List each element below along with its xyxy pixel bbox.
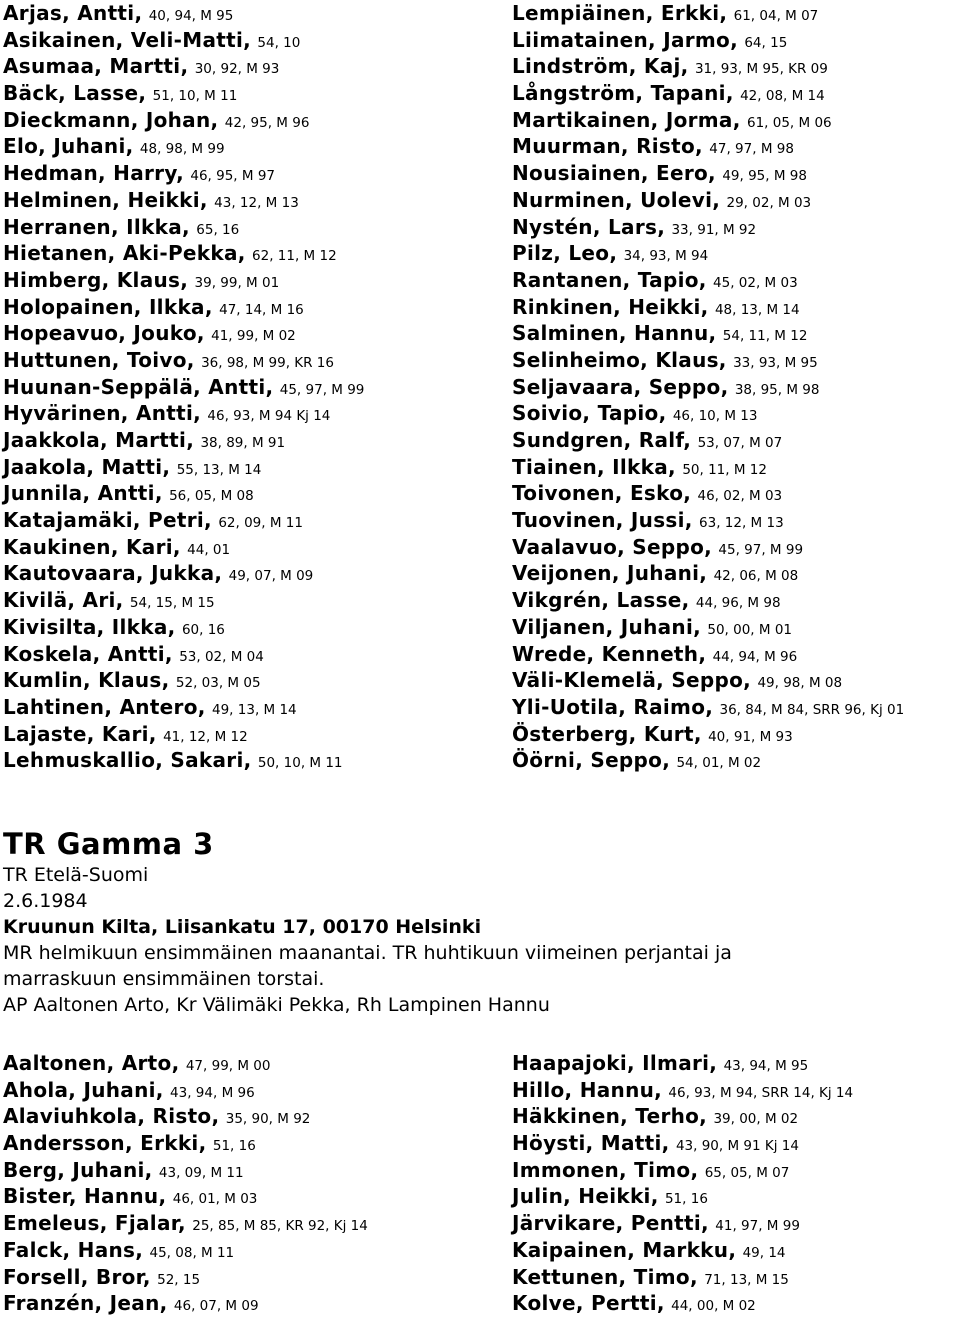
member-entry bbox=[512, 0, 960, 27]
member-name: Pilz, Leo, bbox=[512, 241, 618, 266]
member-details: 47, 97, M 98 bbox=[709, 141, 794, 158]
member-entry bbox=[512, 1290, 960, 1317]
member-details: 39, 00, M 02 bbox=[713, 1111, 799, 1128]
member-entry bbox=[3, 0, 512, 27]
member-name: Haapajoki, Ilmari, bbox=[512, 1051, 718, 1075]
member-name: Franzén, Jean, bbox=[3, 1291, 168, 1316]
member-name: Falck, Hans, bbox=[3, 1237, 144, 1262]
member-details: 42, 08, M 14 bbox=[740, 88, 825, 105]
member-entry bbox=[512, 240, 960, 267]
member-details: 49, 95, M 98 bbox=[722, 168, 807, 185]
member-details: 47, 14, M 16 bbox=[219, 301, 304, 318]
member-name: Berg, Juhani, bbox=[3, 1157, 153, 1182]
member-name: Junnila, Antti, bbox=[3, 481, 163, 506]
member-name: Nystén, Lars, bbox=[512, 214, 666, 239]
member-name: Kivilä, Ari, bbox=[3, 588, 124, 613]
member-name: Forsell, Bror, bbox=[3, 1264, 151, 1289]
member-name: Immonen, Timo, bbox=[512, 1157, 699, 1182]
member-entry bbox=[3, 347, 512, 374]
member-details: 64, 15 bbox=[744, 34, 788, 51]
member-details: 45, 97, M 99 bbox=[718, 541, 804, 558]
member-details: 52, 15 bbox=[157, 1271, 201, 1288]
member-details: 33, 93, M 95 bbox=[733, 354, 818, 371]
member-entry bbox=[512, 347, 960, 374]
member-details: 46, 93, M 94, SRR 14, Kj 14 bbox=[668, 1084, 854, 1101]
member-entry bbox=[512, 374, 960, 401]
member-name: Vaalavuo, Seppo, bbox=[512, 534, 713, 559]
member-entry bbox=[512, 267, 960, 294]
member-entry bbox=[3, 1290, 512, 1317]
member-name: Vikgrén, Lasse, bbox=[512, 588, 690, 613]
member-entry bbox=[512, 587, 960, 614]
bottom-member-list bbox=[0, 1050, 960, 1317]
member-entry bbox=[3, 1264, 512, 1291]
member-entry bbox=[3, 107, 512, 134]
member-name: Rinkinen, Heikki, bbox=[512, 294, 709, 319]
member-details: 36, 98, M 99, KR 16 bbox=[201, 354, 334, 371]
member-entry bbox=[3, 294, 512, 321]
member-entry bbox=[512, 1130, 960, 1157]
member-name: Yli-Uotila, Raimo, bbox=[512, 694, 714, 719]
member-entry bbox=[3, 214, 512, 241]
member-entry bbox=[512, 694, 960, 721]
member-details: 29, 02, M 03 bbox=[726, 194, 812, 211]
member-name: Toivonen, Esko, bbox=[512, 481, 692, 506]
member-entry bbox=[3, 480, 512, 507]
chapter-officers: AP Aaltonen Arto, Kr Välimäki Pekka, Rh Lampinen Hannu bbox=[3, 994, 550, 1016]
member-details: 41, 12, M 12 bbox=[163, 728, 248, 745]
member-name: Öörni, Seppo, bbox=[512, 748, 671, 773]
member-details: 44, 01 bbox=[187, 541, 231, 558]
member-name: Viljanen, Juhani, bbox=[512, 614, 701, 639]
member-name: Alaviuhkola, Risto, bbox=[3, 1104, 220, 1129]
member-entry bbox=[3, 507, 512, 534]
member-entry bbox=[3, 240, 512, 267]
member-details: 65, 16 bbox=[196, 221, 240, 238]
member-details: 63, 12, M 13 bbox=[699, 515, 784, 532]
member-entry bbox=[3, 667, 512, 694]
member-entry bbox=[3, 614, 512, 641]
member-name: Soivio, Tapio, bbox=[512, 401, 667, 426]
member-entry bbox=[3, 1050, 512, 1077]
member-name: Huttunen, Toivo, bbox=[3, 347, 195, 372]
member-name: Dieckmann, Johan, bbox=[3, 107, 219, 132]
member-name: Helminen, Heikki, bbox=[3, 187, 208, 212]
member-name: Lajaste, Kari, bbox=[3, 721, 157, 746]
member-details: 45, 08, M 11 bbox=[149, 1244, 235, 1261]
member-name: Salminen, Hannu, bbox=[512, 321, 717, 346]
member-entry bbox=[512, 214, 960, 241]
member-details: 62, 09, M 11 bbox=[218, 515, 303, 532]
chapter-founded-date: 2.6.1984 bbox=[3, 890, 88, 912]
member-name: Tiainen, Ilkka, bbox=[512, 454, 676, 479]
member-entry bbox=[512, 534, 960, 561]
member-name: Jaakola, Matti, bbox=[3, 454, 171, 479]
chapter-info bbox=[3, 826, 958, 1018]
member-details: 36, 84, M 84, SRR 96, Kj 01 bbox=[719, 701, 905, 718]
bottom-member-column-left bbox=[0, 1050, 512, 1317]
member-details: 47, 99, M 00 bbox=[185, 1058, 271, 1074]
member-entry bbox=[512, 133, 960, 160]
member-entry bbox=[3, 187, 512, 214]
member-name: Tuovinen, Jussi, bbox=[512, 508, 693, 533]
member-name: Muurman, Risto, bbox=[512, 134, 703, 159]
member-details: 49, 98, M 08 bbox=[757, 675, 843, 692]
member-entry bbox=[512, 721, 960, 748]
member-details: 41, 99, M 02 bbox=[211, 328, 296, 345]
member-details: 46, 10, M 13 bbox=[672, 408, 758, 425]
member-entry bbox=[3, 1237, 512, 1264]
member-name: Elo, Juhani, bbox=[3, 134, 134, 159]
member-entry bbox=[512, 1050, 960, 1077]
member-details: 50, 11, M 12 bbox=[682, 461, 767, 478]
member-name: Väli-Klemelä, Seppo, bbox=[512, 668, 752, 693]
member-name: Seljavaara, Seppo, bbox=[512, 374, 729, 399]
member-details: 31, 93, M 95, KR 09 bbox=[694, 61, 828, 78]
member-name: Häkkinen, Terho, bbox=[512, 1104, 708, 1129]
member-entry bbox=[3, 534, 512, 561]
member-details: 65, 05, M 07 bbox=[704, 1164, 790, 1181]
member-name: Kettunen, Timo, bbox=[512, 1264, 698, 1289]
member-name: Holopainen, Ilkka, bbox=[3, 294, 213, 319]
member-entry bbox=[512, 454, 960, 481]
member-details: 40, 94, M 95 bbox=[148, 8, 234, 24]
member-entry bbox=[512, 427, 960, 454]
member-entry bbox=[3, 1103, 512, 1130]
member-entry bbox=[512, 107, 960, 134]
member-name: Lempiäinen, Erkki, bbox=[512, 1, 728, 25]
member-name: Sundgren, Ralf, bbox=[512, 428, 692, 452]
member-entry bbox=[512, 614, 960, 641]
member-details: 61, 05, M 06 bbox=[746, 114, 832, 131]
member-name: Huunan-Seppälä, Antti, bbox=[3, 374, 274, 399]
member-entry bbox=[3, 374, 512, 401]
member-entry bbox=[512, 667, 960, 694]
member-entry bbox=[3, 427, 512, 454]
member-details: 51, 10, M 11 bbox=[152, 88, 238, 105]
member-name: Kaukinen, Kari, bbox=[3, 534, 181, 559]
member-name: Kautovaara, Jukka, bbox=[3, 561, 223, 586]
member-details: 43, 94, M 96 bbox=[170, 1084, 255, 1101]
member-name: Hedman, Harry, bbox=[3, 161, 184, 186]
chapter-meeting-schedule-line2: marraskuun ensimmäinen torstai. bbox=[3, 968, 325, 990]
member-name: Emeleus, Fjalar, bbox=[3, 1211, 186, 1236]
member-name: Lehmuskallio, Sakari, bbox=[3, 748, 252, 773]
member-name: Selinheimo, Klaus, bbox=[512, 347, 727, 372]
member-details: 55, 13, M 14 bbox=[176, 461, 262, 478]
member-name: Martikainen, Jorma, bbox=[512, 107, 741, 132]
top-member-column-left bbox=[0, 0, 512, 774]
member-name: Kumlin, Klaus, bbox=[3, 668, 170, 693]
member-details: 46, 95, M 97 bbox=[190, 168, 275, 185]
member-entry bbox=[512, 53, 960, 80]
member-details: 49, 13, M 14 bbox=[212, 701, 297, 718]
chapter-meeting-schedule-line1: MR helmikuun ensimmäinen maanantai. TR huhtikuun viimeinen perjantai ja bbox=[3, 942, 732, 964]
member-entry bbox=[3, 80, 512, 107]
member-name: Kivisilta, Ilkka, bbox=[3, 614, 176, 639]
member-name: Lahtinen, Antero, bbox=[3, 694, 206, 719]
member-details: 43, 09, M 11 bbox=[158, 1164, 244, 1181]
member-entry bbox=[512, 480, 960, 507]
member-name: Bäck, Lasse, bbox=[3, 81, 147, 106]
member-details: 44, 94, M 96 bbox=[712, 648, 798, 665]
member-entry bbox=[3, 1210, 512, 1237]
member-name: Hietanen, Aki-Pekka, bbox=[3, 241, 246, 266]
member-entry bbox=[3, 400, 512, 427]
member-details: 50, 00, M 01 bbox=[707, 621, 792, 638]
member-entry bbox=[512, 80, 960, 107]
member-details: 38, 89, M 91 bbox=[200, 435, 286, 451]
member-name: Julin, Heikki, bbox=[512, 1184, 659, 1209]
member-details: 51, 16 bbox=[664, 1191, 708, 1208]
member-details: 52, 03, M 05 bbox=[175, 675, 261, 692]
member-name: Hopeavuo, Jouko, bbox=[3, 321, 205, 346]
member-entry bbox=[3, 694, 512, 721]
member-details: 46, 01, M 03 bbox=[172, 1191, 258, 1208]
member-details: 61, 04, M 07 bbox=[733, 8, 819, 24]
member-name: Långström, Tapani, bbox=[512, 81, 734, 106]
member-entry bbox=[3, 1130, 512, 1157]
member-details: 49, 14 bbox=[742, 1244, 786, 1261]
member-details: 56, 05, M 08 bbox=[169, 488, 254, 505]
member-details: 33, 91, M 92 bbox=[671, 221, 757, 238]
member-details: 41, 97, M 99 bbox=[715, 1218, 800, 1235]
member-name: Lindström, Kaj, bbox=[512, 54, 689, 79]
member-details: 46, 07, M 09 bbox=[173, 1298, 259, 1315]
member-details: 48, 98, M 99 bbox=[139, 141, 225, 158]
member-entry bbox=[512, 747, 960, 774]
member-details: 54, 10 bbox=[257, 34, 301, 51]
member-details: 62, 11, M 12 bbox=[252, 248, 337, 265]
chapter-region: TR Etelä-Suomi bbox=[3, 864, 149, 886]
top-member-column-right bbox=[512, 0, 960, 774]
member-details: 42, 06, M 08 bbox=[713, 568, 799, 585]
member-name: Ahola, Juhani, bbox=[3, 1077, 164, 1102]
member-details: 50, 10, M 11 bbox=[257, 755, 343, 772]
member-entry bbox=[512, 27, 960, 54]
member-entry bbox=[3, 1157, 512, 1184]
member-details: 39, 99, M 01 bbox=[194, 274, 280, 291]
member-entry bbox=[512, 1077, 960, 1104]
member-details: 71, 13, M 15 bbox=[704, 1271, 789, 1288]
member-name: Kolve, Pertti, bbox=[512, 1291, 665, 1316]
member-name: Veijonen, Juhani, bbox=[512, 561, 708, 586]
member-details: 30, 92, M 93 bbox=[194, 61, 280, 78]
member-name: Bister, Hannu, bbox=[3, 1184, 167, 1209]
member-entry bbox=[3, 1077, 512, 1104]
member-entry bbox=[512, 187, 960, 214]
member-details: 44, 96, M 98 bbox=[695, 595, 781, 612]
member-entry bbox=[512, 1264, 960, 1291]
member-details: 53, 02, M 04 bbox=[179, 648, 264, 665]
member-entry bbox=[3, 454, 512, 481]
member-name: Nousiainen, Eero, bbox=[512, 161, 716, 186]
member-name: Arjas, Antti, bbox=[3, 1, 143, 25]
member-entry bbox=[3, 1183, 512, 1210]
member-entry bbox=[512, 320, 960, 347]
member-name: Hillo, Hannu, bbox=[512, 1077, 663, 1102]
member-details: 44, 00, M 02 bbox=[671, 1298, 756, 1315]
member-entry bbox=[3, 721, 512, 748]
member-details: 40, 91, M 93 bbox=[708, 728, 793, 745]
member-entry bbox=[512, 560, 960, 587]
member-entry bbox=[512, 641, 960, 668]
member-details: 54, 11, M 12 bbox=[722, 328, 808, 345]
member-name: Hyvärinen, Antti, bbox=[3, 401, 202, 426]
member-details: 54, 01, M 02 bbox=[676, 755, 762, 772]
member-details: 60, 16 bbox=[181, 621, 225, 638]
member-name: Nurminen, Uolevi, bbox=[512, 187, 721, 212]
chapter-meeting-place: Kruunun Kilta, Liisankatu 17, 00170 Helsinki bbox=[3, 916, 482, 938]
member-entry bbox=[512, 400, 960, 427]
member-entry bbox=[3, 133, 512, 160]
member-details: 51, 16 bbox=[212, 1138, 256, 1155]
chapter-title: TR Gamma 3 bbox=[3, 827, 214, 861]
member-name: Koskela, Antti, bbox=[3, 641, 173, 666]
member-entry bbox=[3, 160, 512, 187]
member-details: 25, 85, M 85, KR 92, Kj 14 bbox=[192, 1218, 368, 1235]
member-entry bbox=[512, 1103, 960, 1130]
member-entry bbox=[3, 267, 512, 294]
member-details: 46, 93, M 94 Kj 14 bbox=[207, 408, 331, 425]
member-name: Katajamäki, Petri, bbox=[3, 508, 212, 533]
member-entry bbox=[512, 507, 960, 534]
member-entry bbox=[512, 160, 960, 187]
member-entry bbox=[512, 1210, 960, 1237]
member-name: Järvikare, Pentti, bbox=[512, 1211, 709, 1236]
member-name: Andersson, Erkki, bbox=[3, 1131, 207, 1156]
member-details: 48, 13, M 14 bbox=[714, 301, 800, 318]
member-name: Wrede, Kenneth, bbox=[512, 641, 707, 666]
member-entry bbox=[512, 1157, 960, 1184]
member-details: 54, 15, M 15 bbox=[129, 595, 215, 612]
member-name: Kaipainen, Markku, bbox=[512, 1237, 737, 1262]
member-details: 35, 90, M 92 bbox=[225, 1111, 311, 1128]
member-details: 46, 02, M 03 bbox=[697, 488, 783, 505]
member-details: 43, 90, M 91 Kj 14 bbox=[675, 1138, 799, 1155]
member-entry bbox=[3, 27, 512, 54]
member-entry bbox=[3, 560, 512, 587]
bottom-member-column-right bbox=[512, 1050, 960, 1317]
member-name: Asumaa, Martti, bbox=[3, 54, 189, 79]
member-entry bbox=[3, 747, 512, 774]
member-details: 43, 94, M 95 bbox=[723, 1058, 809, 1074]
member-details: 45, 02, M 03 bbox=[713, 274, 798, 291]
member-entry bbox=[3, 53, 512, 80]
member-details: 45, 97, M 99 bbox=[279, 381, 365, 398]
member-entry bbox=[512, 1237, 960, 1264]
member-details: 34, 93, M 94 bbox=[623, 248, 709, 265]
member-name: Höysti, Matti, bbox=[512, 1131, 670, 1156]
member-name: Herranen, Ilkka, bbox=[3, 214, 190, 239]
member-entry bbox=[512, 1183, 960, 1210]
member-name: Aaltonen, Arto, bbox=[3, 1051, 180, 1075]
member-entry bbox=[3, 641, 512, 668]
member-name: Himberg, Klaus, bbox=[3, 267, 189, 292]
member-details: 53, 07, M 07 bbox=[697, 435, 783, 451]
member-details: 49, 07, M 09 bbox=[228, 568, 314, 585]
member-entry bbox=[3, 587, 512, 614]
member-name: Österberg, Kurt, bbox=[512, 721, 702, 746]
member-name: Liimatainen, Jarmo, bbox=[512, 27, 738, 52]
member-entry bbox=[3, 320, 512, 347]
member-name: Rantanen, Tapio, bbox=[512, 267, 707, 292]
member-entry bbox=[512, 294, 960, 321]
member-details: 38, 95, M 98 bbox=[734, 381, 820, 398]
member-name: Jaakkola, Martti, bbox=[3, 428, 195, 452]
member-details: 42, 95, M 96 bbox=[224, 114, 310, 131]
member-details: 43, 12, M 13 bbox=[214, 194, 299, 211]
member-name: Asikainen, Veli-Matti, bbox=[3, 27, 252, 52]
